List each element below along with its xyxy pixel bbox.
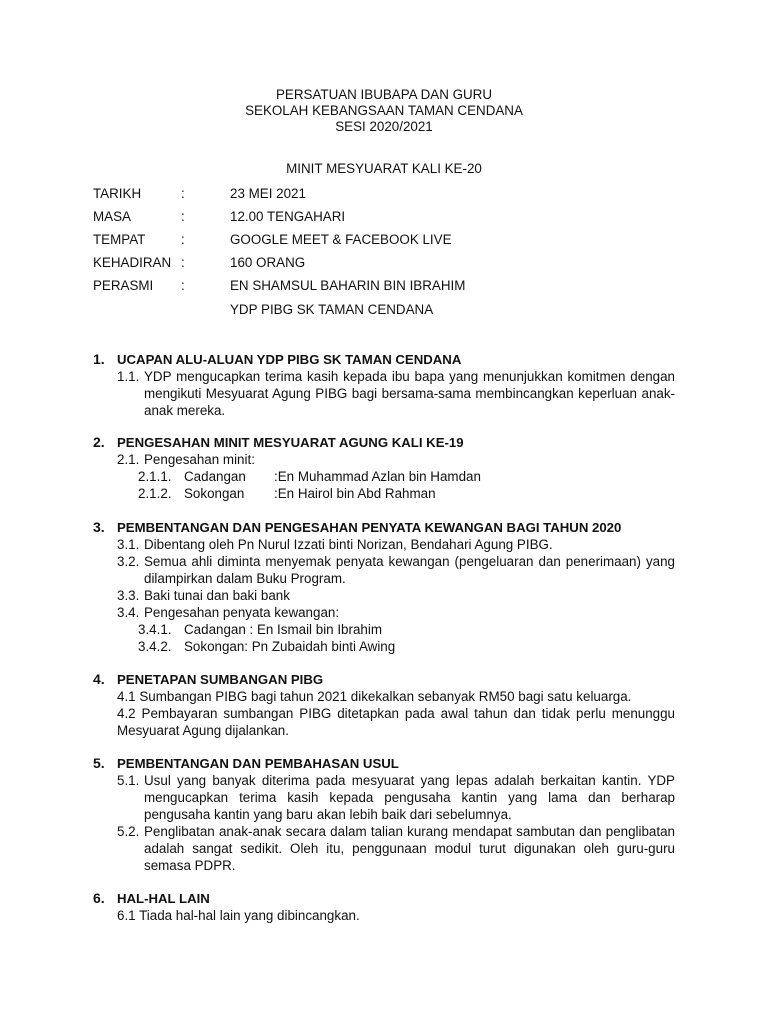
sub-item (138, 468, 675, 485)
sub-item-number: 3.4.1. (138, 622, 172, 637)
document-title: MINIT MESYUARAT KALI KE-20 (286, 161, 482, 176)
item-text: Pengesahan minit: (144, 452, 255, 467)
sub-item (138, 638, 675, 655)
sub-item-label: Cadangan (184, 469, 246, 484)
section-heading (93, 890, 675, 907)
info-label: TEMPAT (93, 232, 146, 247)
info-label: PERASMI (93, 278, 154, 293)
paragraph: 4.1 Sumbangan PIBG bagi tahun 2021 dikekalkan sebanyak RM50 bagi satu keluarga. (117, 689, 632, 704)
sub-item (138, 485, 675, 502)
item-number: 3.3. (117, 588, 140, 603)
item-number: 5.1. (117, 773, 140, 788)
item-text: Penglibatan anak-anak secara dalam talian kurang mendapat sambutan dan penglibatan adalah sangat sedikit. Oleh itu, penggunaan modul turut digunakan oleh guru-guru semasa PDPR. (144, 824, 675, 873)
item-number: 3.4. (117, 605, 140, 620)
item-number: 2.1. (117, 452, 140, 467)
info-value: 23 MEI 2021 (230, 186, 306, 201)
school-name: SEKOLAH KEBANGSAAN TAMAN CENDANA (245, 103, 523, 118)
item-number: 3.2. (117, 554, 140, 569)
section-6 (93, 890, 675, 924)
section-5 (93, 755, 675, 874)
sub-item (138, 621, 675, 638)
list-item (117, 536, 675, 553)
sub-item-value: :En Muhammad Azlan bin Hamdan (274, 469, 481, 484)
section-4 (93, 671, 675, 739)
section-heading (93, 755, 675, 772)
section-title: PENETAPAN SUMBANGAN PIBG (117, 672, 324, 687)
sub-item-number: 2.1.2. (138, 486, 172, 501)
section-title: PENGESAHAN MINIT MESYUARAT AGUNG KALI KE-19 (117, 435, 464, 450)
item-number: 3.1. (117, 537, 140, 552)
sub-item-number: 3.4.2. (138, 639, 172, 654)
section-title: PEMBENTANGAN DAN PEMBAHASAN USUL (117, 756, 399, 771)
item-number: 5.2. (117, 824, 140, 839)
section-title: PEMBENTANGAN DAN PENGESAHAN PENYATA KEWANGAN BAGI TAHUN 2020 (117, 520, 622, 535)
info-value: YDP PIBG SK TAMAN CENDANA (230, 302, 434, 317)
sub-item-text: Cadangan : En Ismail bin Ibrahim (184, 622, 382, 637)
info-colon: : (181, 255, 185, 270)
paragraph: 4.2 Pembayaran sumbangan PIBG ditetapkan pada awal tahun dan tidak perlu menunggu Mesyuarat Agung dijalankan. (117, 706, 675, 738)
paragraph: 6.1 Tiada hal-hal lain yang dibincangkan. (117, 908, 360, 923)
section-title: HAL-HAL LAIN (117, 891, 210, 906)
section-2 (93, 434, 675, 502)
list-item (117, 604, 675, 621)
list-item (117, 368, 675, 419)
section-heading (93, 351, 675, 368)
section-number: 4. (93, 671, 105, 687)
list-item (117, 587, 675, 604)
info-colon: : (181, 232, 185, 247)
info-value: 12.00 TENGAHARI (230, 209, 346, 224)
info-colon: : (181, 186, 185, 201)
info-colon: : (181, 278, 185, 293)
item-text: YDP mengucapkan terima kasih kepada ibu bapa yang menunjukkan komitmen dengan mengikuti Mesyuarat Agung PIBG bagi bersama-sama membincangkan keperluan anak-anak mereka. (144, 369, 675, 418)
section-title: UCAPAN ALU-ALUAN YDP PIBG SK TAMAN CENDANA (117, 352, 462, 367)
section-3 (93, 519, 675, 655)
section-heading (93, 671, 675, 688)
section-number: 5. (93, 755, 105, 771)
sub-item-label: Sokongan (184, 486, 245, 501)
sub-item-number: 2.1.1. (138, 469, 172, 484)
session: SESI 2020/2021 (335, 119, 433, 134)
info-value: GOOGLE MEET & FACEBOOK LIVE (230, 232, 452, 247)
section-number: 2. (93, 434, 105, 450)
section-number: 3. (93, 519, 105, 535)
sub-item-text: Sokongan: Pn Zubaidah binti Awing (184, 639, 396, 654)
section-1 (93, 351, 675, 419)
item-text: Pengesahan penyata kewangan: (144, 605, 340, 620)
list-item (117, 451, 675, 468)
section-heading (93, 434, 675, 451)
item-text: Semua ahli diminta menyemak penyata kewangan (pengeluaran dan penerimaan) yang dilampirkan dalam Buku Program. (144, 554, 675, 586)
section-number: 1. (93, 351, 105, 367)
association-name: PERSATUAN IBUBAPA DAN GURU (275, 87, 493, 102)
list-item (117, 553, 675, 587)
list-item (117, 772, 675, 823)
info-label: KEHADIRAN (93, 255, 172, 270)
info-label: TARIKH (93, 186, 142, 201)
info-colon: : (181, 209, 185, 224)
info-value: 160 ORANG (230, 255, 306, 270)
info-value: EN SHAMSUL BAHARIN BIN IBRAHIM (230, 278, 466, 293)
item-text: Baki tunai dan baki bank (144, 588, 290, 603)
item-number: 1.1. (117, 369, 140, 384)
section-heading (93, 519, 675, 536)
section-number: 6. (93, 890, 105, 906)
list-item (117, 823, 675, 874)
info-label: MASA (93, 209, 131, 224)
item-text: Usul yang banyak diterima pada mesyuarat yang lepas adalah berkaitan kantin. YDP mengucapkan terima kasih kepada pengusaha kantin yang lama dan berharap pengusaha kantin yang baru akan lebih baik dari sebelumnya. (144, 773, 675, 822)
sub-item-value: :En Hairol bin Abd Rahman (274, 486, 436, 501)
item-text: Dibentang oleh Pn Nurul Izzati binti Norizan, Bendahari Agung PIBG. (144, 537, 553, 552)
